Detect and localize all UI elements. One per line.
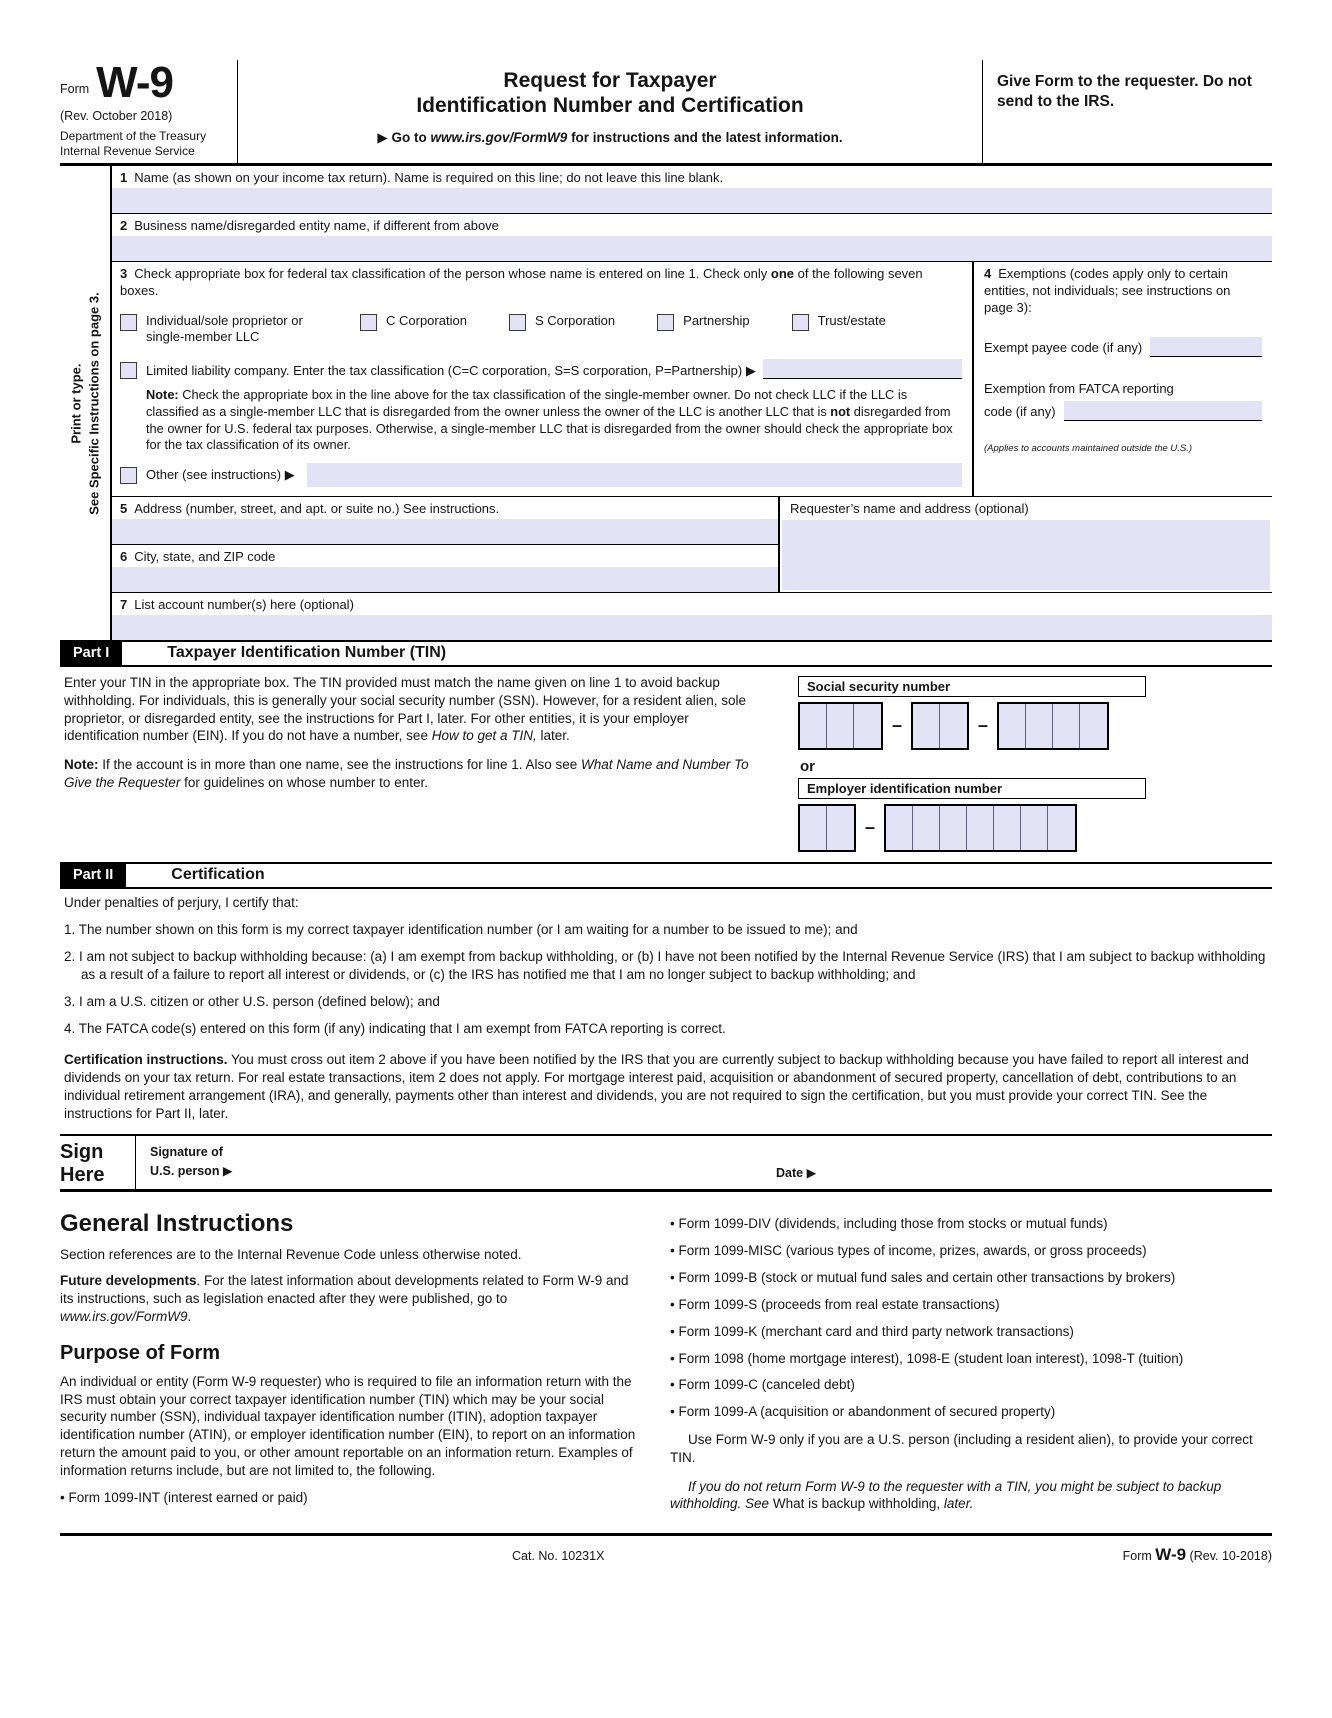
ein-group2 [884, 804, 1077, 852]
certification-intro: Under penalties of perjury, I certify that: [64, 894, 299, 910]
checkbox-label: Partnership [683, 312, 750, 328]
checkbox-item-partnership [657, 313, 749, 346]
sign-here-label: Sign Here [60, 1136, 136, 1189]
partnership-checkbox[interactable] [657, 314, 674, 331]
use-form-paragraph: Use Form W-9 only if you are a U.S. person (including a resident alien), to provide your correct TIN. [670, 1431, 1253, 1465]
section-references-paragraph: Section references are to the Internal Revenue Code unless otherwise noted. [60, 1247, 522, 1263]
s-corporation-checkbox[interactable] [509, 314, 526, 331]
requester-box [778, 497, 1272, 592]
llc-classification-input-field[interactable] [763, 359, 962, 379]
ein-digit-cell[interactable] [994, 806, 1021, 850]
address-input-field[interactable] [112, 519, 778, 544]
ssn-digit-cell[interactable] [1080, 704, 1107, 748]
part2-title: Certification [171, 866, 265, 884]
certification-item: 3. I am a U.S. citizen or other U.S. person (defined below); and [64, 993, 440, 1009]
tin-paragraph: Enter your TIN in the appropriate box. The TIN provided must match the name given on line 1 to avoid backup withholding. For individuals, this is generally your social security number (SSN). However, for a resident alien, sole proprietor, or disregarded entity, see the instructions for Part I, later. For other entities, it is your employer identification number (EIN). If you do not have a number, see How to get a TIN, later. [64, 674, 747, 744]
row-classification-exemptions [112, 262, 1272, 497]
ssn-digit-cell[interactable] [1053, 704, 1080, 748]
signature-label: Signature of U.S. person ▶ [150, 1145, 233, 1179]
ssn-digit-cell[interactable] [800, 704, 827, 748]
fatca-block [984, 381, 1262, 421]
ssn-digit-cell[interactable] [940, 704, 967, 748]
exempt-payee-label: Exempt payee code (if any) [984, 339, 1143, 355]
line6-label: City, state, and ZIP code [134, 548, 276, 564]
instructions-section [60, 1206, 1272, 1513]
line5-label: Address (number, street, and apt. or suite no.) See instructions. [134, 500, 500, 516]
city-state-zip-input-field[interactable] [112, 567, 778, 592]
checkbox-label: S Corporation [534, 312, 616, 328]
ein-digit-cell[interactable] [800, 806, 827, 850]
instructions-right-column [670, 1206, 1272, 1513]
row-name [112, 166, 1272, 214]
line7-number: 7 [120, 596, 128, 612]
ssn-digit-cell[interactable] [854, 704, 881, 748]
goto-url: www.irs.gov/FormW9 [430, 130, 568, 146]
footer-form-id: Form W-9 (Rev. 10-2018) [1122, 1545, 1272, 1565]
checkbox-label: C Corporation [386, 312, 467, 328]
form-id-block [60, 60, 238, 163]
line3-number: 3 [120, 266, 128, 282]
ssn-digit-cell[interactable] [827, 704, 854, 748]
form-number: W-9 [96, 58, 173, 107]
future-developments-paragraph: Future developments. For the latest information about developments related to Form W-9 and its instructions, such as legislation enacted after they were published, go to www.irs.gov/FormW9. [60, 1273, 629, 1324]
form-sheet [60, 60, 1272, 1575]
requester-label: Requester’s name and address (optional) [790, 500, 1029, 516]
ssn-digit-cell[interactable] [1026, 704, 1053, 748]
or-label: or [800, 757, 815, 775]
other-row [120, 463, 962, 487]
checkbox-label: Trust/estate [817, 312, 886, 328]
exempt-payee-code-input-field[interactable] [1150, 337, 1262, 357]
ssn-digit-cell[interactable] [913, 704, 940, 748]
ssn-digit-cell[interactable] [999, 704, 1026, 748]
row-business-name [112, 214, 1272, 262]
exempt-payee-row [984, 337, 1262, 357]
row-account-numbers [112, 593, 1272, 640]
form-rows [110, 166, 1272, 640]
ssn-group3 [997, 702, 1109, 750]
part1-header-bar [60, 640, 1272, 667]
other-input-field[interactable] [307, 463, 962, 487]
checkbox-item-s-corporation [509, 313, 615, 346]
strip-line2: See Specific Instructions on page 3. [86, 291, 102, 515]
give-form-note: Give Form to the requester. Do not send to the IRS. [982, 60, 1272, 163]
requester-input-field[interactable] [782, 520, 1270, 590]
llc-label: Limited liability company. Enter the tax classification (C=C corporation, S=S corporation, P=Partnership) ▶ [146, 363, 756, 379]
strip-line1: Print or type. [68, 362, 84, 444]
goto-instruction: ▶ Go to www.irs.gov/FormW9 for instructions and the latest information. [377, 130, 843, 146]
part2-body [60, 889, 1272, 1135]
ssn-group1 [798, 702, 883, 750]
backup-withholding-paragraph: If you do not return Form W-9 to the requester with a TIN, you might be subject to backup withholding. See What is backup withholding, later. [670, 1478, 1222, 1512]
form-list-item: • Form 1099-K (merchant card and third party network transactions) [670, 1323, 1272, 1341]
signature-line-area [266, 1136, 1272, 1189]
form-list-item: • Form 1099-S (proceeds from real estate transactions) [670, 1296, 1272, 1314]
dash-separator: – [978, 715, 989, 736]
ein-digit-cell[interactable] [967, 806, 994, 850]
line5-number: 5 [120, 500, 128, 516]
row-address [112, 497, 778, 545]
tin-boxes-column [798, 674, 1146, 852]
ein-group1 [798, 804, 856, 852]
part2-header-bar [60, 862, 1272, 889]
trust-estate-checkbox[interactable] [792, 314, 809, 331]
ein-label: Employer identification number [798, 778, 1146, 799]
form-title-line1: Request for Taxpayer [503, 69, 717, 92]
fatca-label-line2: code (if any) [984, 403, 1056, 419]
part2-tag: Part II [60, 864, 126, 887]
form-word: Form [60, 82, 90, 97]
line2-label: Business name/disregarded entity name, if different from above [134, 218, 499, 234]
form-list-item: • Form 1099-B (stock or mutual fund sales and certain other transactions by brokers) [670, 1269, 1272, 1287]
ein-digit-cell[interactable] [1021, 806, 1048, 850]
form-list-item: • Form 1099-A (acquisition or abandonment of secured property) [670, 1403, 1272, 1421]
business-name-input-field[interactable] [112, 236, 1272, 261]
instructions-left-column [60, 1206, 638, 1513]
row-city-state-zip [112, 545, 778, 592]
certification-instructions: Certification instructions. You must cross out item 2 above if you have been notified by the IRS that you are currently subject to backup withholding because you have failed to report all interest and dividends on your tax return. For real estate transactions, item 2 does not apply. For mortgage interest paid, acquisition or abandonment of secured property, cancellation of debt, contributions to an individual retirement arrangement (IRA), and generally, payments other than interest and dividends, you are not required to sign the certification, but you must provide your correct TIN. See the instructions for Part II, later. [64, 1051, 1249, 1121]
line1-label: Name (as shown on your income tax return). Name is required on this line; do not leave this line blank. [134, 170, 724, 186]
form-list-item: • Form 1098 (home mortgage interest), 1098-E (student loan interest), 1098-T (tuition) [670, 1350, 1272, 1368]
date-label: Date ▶ [776, 1166, 817, 1181]
other-label: Other (see instructions) ▶ [146, 466, 295, 482]
classification-checkbox-row [120, 313, 962, 346]
form-title-block [238, 60, 982, 163]
purpose-paragraph: An individual or entity (Form W-9 requester) who is required to file an information return with the IRS must obtain your correct taxpayer identification number (TIN) which may be your social security number (SSN), individual taxpayer identification number (ITIN), adoption taxpayer identification number (ATIN), or employer identification number (EIN), to report on an information return the amount paid to you, or other amount reportable on an information return. Examples of information returns include, but are not limited to, the following. [60, 1373, 636, 1478]
row-address-requester [112, 497, 1272, 593]
line6-number: 6 [120, 548, 128, 564]
fatca-code-input-field[interactable] [1064, 401, 1262, 421]
line2-number: 2 [120, 218, 128, 234]
purpose-of-form-heading: Purpose of Form [60, 1341, 221, 1364]
line4-label: Exemptions (codes apply only to certain entities, not individuals; see instructions on page 3): [984, 266, 1231, 315]
form-list-item: • Form 1099-C (canceled debt) [670, 1376, 1272, 1394]
form-revision: (Rev. October 2018) [60, 109, 173, 124]
form-header [60, 60, 1272, 166]
ein-digit-cell[interactable] [1048, 806, 1075, 850]
ssn-group2 [911, 702, 969, 750]
tax-classification-section: 3 Check appropriate box for federal tax classification of the person whose name is entered on line 1. Check only one of the following seven boxes. Individual/sole proprietor or single-member LLC C Corporation S Corporation Partnership Trust/estate Limited liability company. Enter the tax classification (C=C corporation, S=S corporation, P=Partnership) ▶ Note: Check the appropriate box in the line above for the tax classification of the single-member owner. Do not check LLC if the LLC is classified as a single-member LLC that is disregarded from the owner unless the owner of the LLC is another LLC that is not disregarded from the owner for U.S. federal tax purposes. Otherwise, a single-member LLC that is disregarded from the owner should check the appropriate box for the tax classification of its owner. Other (see instructions) ▶ [112, 262, 974, 496]
name-input-field[interactable] [112, 188, 1272, 213]
part1-body [60, 667, 1272, 862]
certification-item: 1. The number shown on this form is my correct taxpayer identification number (or I am waiting for a number to be issued to me); and [64, 921, 858, 937]
applies-note: (Applies to accounts maintained outside the U.S.) [984, 442, 1193, 454]
form-title-line2: Identification Number and Certification [416, 94, 804, 118]
line7-label: List account number(s) here (optional) [134, 596, 354, 612]
exemptions-section [974, 262, 1272, 496]
print-or-type-strip [60, 166, 110, 640]
checkbox-item-c-corporation [360, 313, 467, 346]
part1-title: Taxpayer Identification Number (TIN) [167, 644, 447, 662]
catalog-number: Cat. No. 10231X [512, 1549, 605, 1564]
dash-separator: – [865, 817, 876, 838]
department-line2: Internal Revenue Service [60, 143, 195, 158]
ein-digit-cell[interactable] [827, 806, 854, 850]
ein-digit-cell[interactable] [886, 806, 913, 850]
page-footer [60, 1533, 1272, 1575]
ein-cells-row [798, 804, 1146, 852]
arrow-icon: ▶ Go to [377, 130, 431, 146]
ein-digit-cell[interactable] [940, 806, 967, 850]
account-numbers-input-field[interactable] [112, 615, 1272, 640]
part1-tag: Part I [60, 642, 122, 665]
checkbox-label: Individual/sole proprietor or single-member LLC [146, 312, 303, 345]
checkbox-item-individual [120, 313, 318, 346]
checkbox-item-trust-estate [792, 313, 886, 346]
form-body [60, 166, 1272, 640]
general-instructions-heading: General Instructions [60, 1210, 294, 1238]
fatca-label-line1: Exemption from FATCA reporting [984, 380, 1174, 396]
form-list-item: • Form 1099-MISC (various types of income, prizes, awards, or gross proceeds) [670, 1242, 1272, 1260]
certification-item: 2. I am not subject to backup withholding because: (a) I am exempt from backup withholding, or (b) I have not been notified by the Internal Revenue Service (IRS) that I am subject to backup withholding as a result of a failure to report all interest or dividends, or (c) the IRS has notified me that I am no longer subject to backup withholding; and [64, 948, 1266, 982]
line1-number: 1 [120, 170, 128, 186]
certification-item: 4. The FATCA code(s) entered on this form (if any) indicating that I am exempt from FATCA reporting is correct. [64, 1020, 726, 1036]
llc-row [120, 359, 962, 379]
other-checkbox[interactable] [120, 467, 137, 484]
form-list-item: • Form 1099-DIV (dividends, including those from stocks or mutual funds) [670, 1215, 1272, 1233]
ssn-label: Social security number [798, 676, 1146, 697]
dash-separator: – [892, 715, 903, 736]
department-line1: Department of the Treasury [60, 129, 207, 144]
individual-checkbox[interactable] [120, 314, 137, 331]
tin-note: Note: If the account is in more than one name, see the instructions for line 1. Also see What Name and Number To Give the Requester for guidelines on whose number to enter. [64, 757, 749, 791]
ssn-cells-row [798, 702, 1146, 750]
ein-digit-cell[interactable] [913, 806, 940, 850]
line4-number: 4 [984, 266, 992, 282]
llc-checkbox[interactable] [120, 362, 137, 379]
sign-here-row [60, 1134, 1272, 1192]
form-list-item: • Form 1099-INT (interest earned or paid) [60, 1489, 638, 1507]
c-corporation-checkbox[interactable] [360, 314, 377, 331]
llc-note: Note: Check the appropriate box in the line above for the tax classification of the single-member owner. Do not check LLC if the LLC is classified as a single-member LLC that is disregarded from the owner unless the owner of the LLC is another LLC that is not disregarded from the owner for U.S. federal tax purposes. Otherwise, a single-member LLC that is disregarded from the owner should check the appropriate box for the tax classification of its owner. [146, 387, 953, 453]
